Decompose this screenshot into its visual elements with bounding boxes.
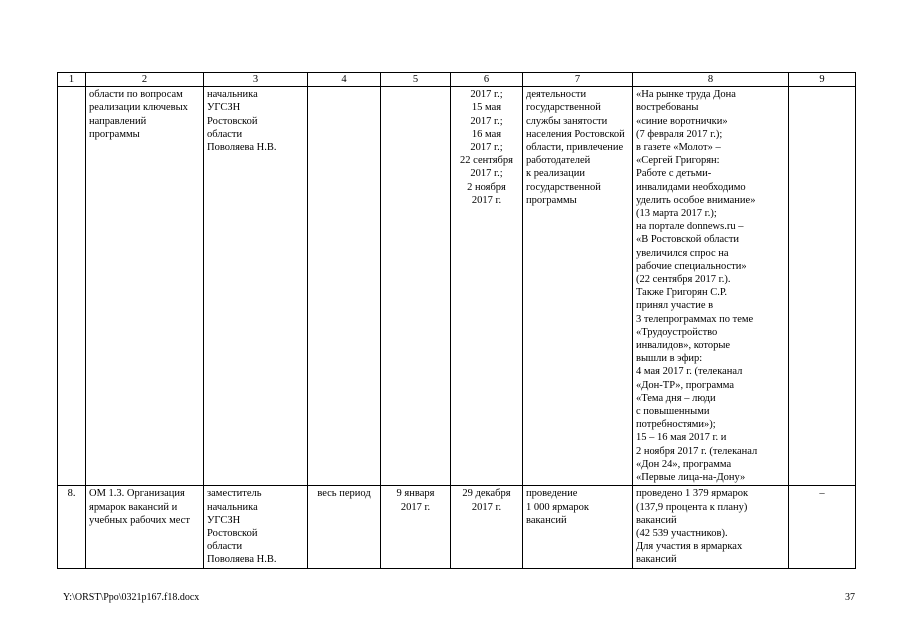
header-cell: 1 <box>58 73 86 87</box>
cell-text-line: 2017 г. <box>471 194 502 206</box>
notes-cell <box>789 486 856 568</box>
cell-text-line: области по вопросам <box>89 89 183 101</box>
end-date-cell <box>451 87 523 486</box>
cell-text-line: «Трудоустройство <box>636 326 718 338</box>
responsible-cell <box>204 486 308 568</box>
cell-text-line: вышли в эфир: <box>636 353 703 365</box>
cell-text-line: «Тема дня – люди <box>636 392 716 404</box>
start-date-cell <box>381 486 451 568</box>
cell-text-line: 29 декабря <box>462 488 511 500</box>
cell-text-line: 2017 г. <box>471 501 502 513</box>
cell-text-line: населения Ростовской <box>526 128 625 140</box>
cell-text-line: учебных рабочих мест <box>89 514 190 526</box>
expected-result-cell <box>523 486 633 568</box>
start-date-cell <box>381 87 451 486</box>
cell-text-line: 15 мая <box>471 102 502 114</box>
cell-text-line: «Первые лица-на-Дону» <box>636 472 746 484</box>
cell-text-line: Поволяева Н.В. <box>207 554 277 566</box>
cell-text-line: (22 сентября 2017 г.). <box>636 274 731 286</box>
cell-text-line: области, привлечение <box>526 142 624 154</box>
notes-cell <box>789 87 856 486</box>
file-path-footer: Y:\ORST\Ppo\0321p167.f18.docx <box>63 592 200 603</box>
cell-text-line: Ростовской <box>207 115 258 127</box>
cell-text-line: реализации ключевых <box>89 102 188 114</box>
cell-text-line: 2017 г.; <box>470 115 503 127</box>
header-cell: 2 <box>86 73 204 87</box>
measure-name-cell <box>86 486 204 568</box>
cell-text-line: 3 телепрограммах по теме <box>636 313 754 325</box>
cell-text-line: 9 января <box>396 488 435 500</box>
page-number: 37 <box>845 592 855 603</box>
cell-text-line: заместитель <box>207 488 262 500</box>
cell-text-line: 15 – 16 мая 2017 г. и <box>636 432 727 444</box>
cell-text-line: начальника <box>207 501 258 513</box>
cell-text-line: Работе с детьми- <box>636 168 712 180</box>
column-number-row <box>58 73 856 87</box>
cell-text-line: рабочие специальности» <box>636 260 747 272</box>
cell-text-line: 2017 г. <box>400 501 431 513</box>
table-row <box>58 87 856 486</box>
cell-text-line: «синие воротнички» <box>636 115 728 127</box>
cell-text-line: Для участия в ярмарках <box>636 541 743 553</box>
period-cell <box>308 87 381 486</box>
cell-text-line: увеличился спрос на <box>636 247 729 259</box>
header-cell: 7 <box>523 73 633 87</box>
cell-text-line: вакансий <box>636 554 677 566</box>
cell-text-line: 16 мая <box>471 128 502 140</box>
header-cell: 3 <box>204 73 308 87</box>
cell-text-line: программы <box>89 128 140 140</box>
cell-text-line: 2017 г.; <box>470 142 503 154</box>
cell-text-line: принял участие в <box>636 300 714 312</box>
cell-text-line: – <box>819 488 825 500</box>
cell-text-line: УГСЗН <box>207 514 241 526</box>
cell-text-line: Поволяева Н.В. <box>207 142 277 154</box>
cell-text-line: на портале donnews.ru – <box>636 221 744 233</box>
cell-text-line: Ростовской <box>207 527 258 539</box>
cell-text-line: (13 марта 2017 г.); <box>636 208 717 220</box>
header-cell: 8 <box>633 73 789 87</box>
cell-text-line: 2017 г.; <box>470 168 503 180</box>
cell-text-line: «Сергей Григорян: <box>636 155 720 167</box>
cell-text-line: с повышенными <box>636 406 710 418</box>
cell-text-line: (42 539 участников). <box>636 527 728 539</box>
cell-text-line: «На рынке труда Дона <box>636 89 736 101</box>
cell-text-line: начальника <box>207 89 258 101</box>
cell-text-line: 2017 г.; <box>470 89 503 101</box>
cell-text-line: деятельности <box>526 89 587 101</box>
cell-text-line: ОМ 1.3. Организация <box>89 488 185 500</box>
header-cell: 5 <box>381 73 451 87</box>
cell-text-line: к реализации <box>526 168 586 180</box>
cell-text-line: государственной <box>526 181 601 193</box>
row-number-cell: 8. <box>58 486 86 568</box>
cell-text-line: области <box>207 541 243 553</box>
actual-result-cell <box>633 486 789 568</box>
header-cell: 4 <box>308 73 381 87</box>
cell-text-line: работодателей <box>526 155 591 167</box>
cell-text-line: УГСЗН <box>207 102 241 114</box>
cell-text-line: (7 февраля 2017 г.); <box>636 128 723 140</box>
table-row <box>58 486 856 568</box>
period-cell <box>308 486 381 568</box>
cell-text-line: направлений <box>89 115 147 127</box>
header-cell: 6 <box>451 73 523 87</box>
row-number-cell <box>58 87 86 486</box>
header-cell: 9 <box>789 73 856 87</box>
cell-text-line: востребованы <box>636 102 699 114</box>
cell-text-line: инвалидами необходимо <box>636 181 746 193</box>
cell-text-line: службы занятости <box>526 115 608 127</box>
cell-text-line: «В Ростовской области <box>636 234 740 246</box>
cell-text-line: вакансий <box>636 514 677 526</box>
actual-result-cell <box>633 87 789 486</box>
cell-text-line: весь период <box>317 488 371 500</box>
cell-text-line: области <box>207 128 243 140</box>
cell-text-line: ярмарок вакансий и <box>89 501 178 513</box>
cell-text-line: 1 000 ярмарок <box>526 501 590 513</box>
cell-text-line: «Дон 24», программа <box>636 458 732 470</box>
cell-text-line: государственной <box>526 102 601 114</box>
responsible-cell <box>204 87 308 486</box>
measure-name-cell <box>86 87 204 486</box>
cell-text-line: уделить особое внимание» <box>636 194 756 206</box>
cell-text-line: инвалидов», которые <box>636 340 731 352</box>
program-report-table <box>57 72 856 569</box>
cell-text-line: проведено 1 379 ярмарок <box>636 488 749 500</box>
cell-text-line: потребностями»); <box>636 419 716 431</box>
cell-text-line: вакансий <box>526 514 567 526</box>
cell-text-line: (137,9 процента к плану) <box>636 501 748 513</box>
cell-text-line: проведение <box>526 488 578 500</box>
cell-text-line: 2 ноября <box>467 181 506 193</box>
cell-text-line: Также Григорян С.Р. <box>636 287 727 299</box>
cell-text-line: в газете «Молот» – <box>636 142 721 154</box>
cell-text-line: 2 ноября 2017 г. (телеканал <box>636 445 758 457</box>
cell-text-line: 22 сентября <box>460 155 513 167</box>
end-date-cell <box>451 486 523 568</box>
cell-text-line: программы <box>526 194 577 206</box>
cell-text-line: «Дон-ТР», программа <box>636 379 735 391</box>
expected-result-cell <box>523 87 633 486</box>
cell-text-line: 4 мая 2017 г. (телеканал <box>636 366 743 378</box>
